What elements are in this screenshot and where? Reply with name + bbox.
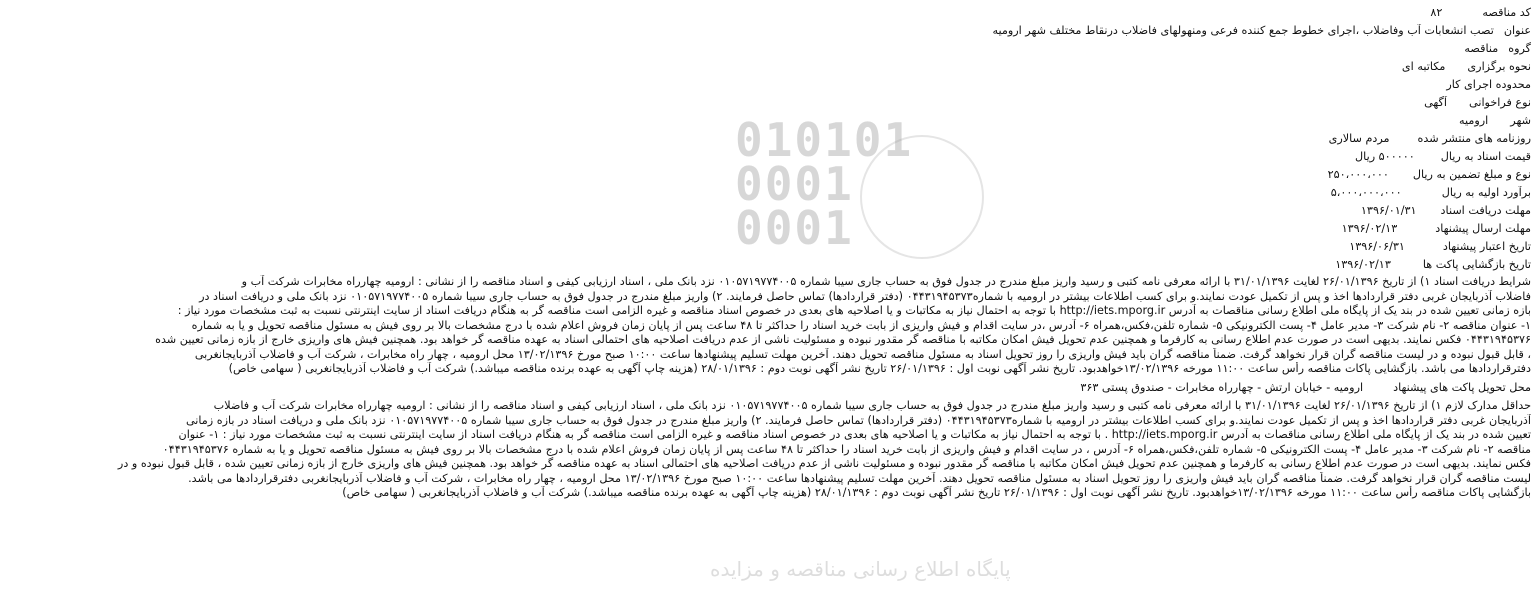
requirements-line: بازگشایی پاکات مناقصه رأس ساعت ۱۱:۰۰ مورخه ۱۳/۰۲/۱۳۹۶خواهدبود. تاریخ نشر آگهی نوبت اول : ۲۶/۰۱/۱۳۹۶ تاریخ نشر آگهی نوبت دوم : ۲۸/۰۱/۱۳۹۶ (هزینه چاپ آگهی به عهده برنده مناقصه میباشد.) شرکت آب و فاضلاب آذربایجانغربی ( سهامی خاص) (342, 486, 1531, 499)
field-label: تاریخ اعتبار پیشنهاد (1442, 240, 1531, 253)
field-value: ۲۵۰،۰۰۰،۰۰۰ (1327, 168, 1389, 181)
field-label: برآورد اولیه به ریال (1441, 186, 1531, 199)
field-value: ۱۳۹۶/۰۲/۱۳ (1341, 222, 1398, 235)
field-value: ارومیه (1459, 114, 1489, 127)
field-value: ۱۳۹۶/۰۶/۳۱ (1349, 240, 1405, 253)
field-scope (1436, 78, 1531, 93)
field-value: ۵۰۰۰۰۰ ریال (1355, 150, 1415, 163)
field-label: تاریخ بازگشایی پاکت ها (1422, 258, 1531, 271)
conditions-line: فاضلاب آذربایجان غربی دفتر قراردادها اخذ و پس از تکمیل عودت نمایند.و برای کسب اطلاعات بیشتر در ارومیه با شماره۰۴۴۳۱۹۴۵۳۷۳ (دفتر قراردادها) تماس حاصل فرمایند. ۲) واریز مبلغ مندرج در جدول فوق به حساب جاری سیبا شماره ۰۱۰۵۷۱۹۷۷۴۰۰۵ نزد بانک ملی و دریافت اسناد در (199, 289, 1531, 303)
field-label: قیمت اسناد به ریال (1440, 150, 1531, 163)
watermark-footer: پایگاه اطلاع رسانی مناقصه و مزایده (710, 557, 1011, 581)
field-label: کد مناقصه (1482, 6, 1531, 19)
field-title (992, 24, 1531, 39)
requirements-block (11, 399, 1531, 501)
conditions-line: بازه زمانی تعیین شده در بند یک از پایگاه ملی اطلاع رسانی مناقصات به آدرس http://iets.mporg.ir با توجه به احتمال نیاز به مکاتبات و یا اصلاحیه های بعدی در خصوص اسناد مناقصه و غیره الزامی است مناقصه گر به هنگام دریافت اسناد از سایت اینترنتی نسبت به ثبت مشخصات مورد نیاز : (177, 304, 1531, 317)
field-label: نحوه برگزاری (1467, 60, 1531, 73)
field-value: ۱۳۹۶/۰۲/۱۳ (1335, 258, 1391, 271)
conditions-line (11, 275, 1531, 290)
field-value: مردم سالاری (1328, 132, 1390, 145)
field-code (1430, 6, 1531, 21)
field-label: حداقل مدارک لازم (1445, 399, 1531, 412)
requirements-line: فکس نمایند. بدیهی است در صورت عدم اطلاع رسانی به کارفرما و همچنین عدم تحویل فیش امکان مکاتبه با مناقصه گر مقدور نبوده و مسئولیت ناشی از عدم دریافت اصلاحیه های احتمالی اسناد به عهده مناقصه گر خواهد بود. همچنین فیش های واریزی خارج از بازه زمانی تعیین شده ، قابل قبول نبوده و در (117, 457, 1531, 470)
requirements-line: تعیین شده در بند یک از پایگاه ملی اطلاع رسانی مناقصات به آدرس http://iets.mporg.ir . با توجه به احتمال نیاز به مکاتبات و یا اصلاحیه های بعدی در خصوص اسناد مناقصه و غیره الزامی است مناقصه گر به هنگام دریافت اسناد از سایت اینترنتی نسبت به ثبت مشخصات مورد نیاز : ۱- عنوان (178, 428, 1531, 441)
field-label: مهلت ارسال پیشنهاد (1435, 222, 1531, 235)
field-method (1402, 60, 1531, 75)
field-label: نوع فراخوانی (1469, 96, 1531, 109)
field-value: مکاتبه ای (1401, 60, 1446, 73)
requirements-line: مناقصه ۲- نام شرکت ۳- مدیر عامل ۴- پست الکترونیکی ۵- شماره تلفن،فکس،همراه ۶- آدرس ، در سایت اقدام و فیش واریزی از بابت خرید اسناد را حداکثر تا ۴۸ ساعت پس از پایان زمان فروش اعلام شده با درج مشخصات بالا بر روی فیش به مسئول مناقصه تحویل و یا به شماره ۰۴۴۳۱۹۴۵۳۷۶ (162, 442, 1531, 456)
field-value: ۸۲ (1430, 6, 1443, 19)
field-value: تصب انشعابات آب وفاضلاب ،اجرای خطوط جمع کننده فرعی ومنهولهای فاضلاب درنقاط مختلف شهر ارومیه (992, 24, 1494, 37)
field-group (1464, 42, 1531, 57)
field-doc-price (1355, 150, 1531, 165)
field-label: شرایط دریافت اسناد (1434, 275, 1531, 288)
conditions-block (11, 275, 1531, 377)
field-label: شهر (1510, 114, 1531, 127)
conditions-line: دفترقراردادها می باشد. بازگشایی پاکات مناقصه رأس ساعت ۱۱:۰۰ مورخه ۱۳/۰۲/۱۳۹۶خواهدبود. تاریخ نشر آگهی نوبت اول : ۲۶/۰۱/۱۳۹۶ تاریخ نشر آگهی نوبت دوم : ۲۸/۰۱/۱۳۹۶ (هزینه چاپ آگهی به عهده برنده مناقصه میباشد.) شرکت آب و فاضلاب آذربایجانغربی ( سهامی خاص) (228, 362, 1531, 375)
watermark-line: 010101 (735, 113, 914, 167)
field-label: گروه (1508, 42, 1531, 55)
watermark-line: 0001 (735, 201, 854, 255)
field-validity (1349, 240, 1531, 255)
field-doc-deadline (1361, 204, 1531, 219)
field-value: ۵،۰۰۰،۰۰۰،۰۰۰ (1330, 186, 1402, 199)
field-delivery (1080, 381, 1531, 396)
field-value: آگهی (1424, 96, 1447, 109)
field-city (1459, 114, 1531, 129)
field-guarantee (1328, 168, 1531, 183)
conditions-line: ، قابل قبول نبوده و در لیست مناقصه گران قرار نخواهد گرفت. ضمناً مناقصه گران باید فیش واریزی را روز تحویل اسناد به مسئول مناقصه تحویل دهند. آخرین مهلت تسلیم پیشنهادها ساعت ۱۰:۰۰ صبح مورخ ۱۳/۰۲/۱۳۹۶ محل ارومیه ، چهار راه مخابرات ، شرکت آب و فاضلاب آذربایجانغربی (194, 347, 1531, 361)
requirements-text: ۱) از تاریخ ۲۶/۰۱/۱۳۹۶ لغایت ۳۱/۰۱/۱۳۹۶ با ارائه معرفی نامه کتبی و رسید واریز مبلغ مندرج در جدول فوق به حساب جاری سیبا شماره ۰۱۰۵۷۱۹۷۷۴۰۰۵ نزد بانک ملی ، اسناد ارزیابی کیفی و اسناد مناقصه را از نشانی : ارومیه چهارراه مخابرات شرکت آب و فاضلاب (213, 399, 1442, 412)
watermark-line: 0001 (735, 157, 854, 211)
field-value: مناقصه (1464, 42, 1499, 55)
field-label: نوع و مبلغ تضمین به ریال (1412, 168, 1531, 181)
requirements-line: آذربایجان غربی دفتر قراردادها اخذ و پس از تکمیل عودت نمایند.و برای کسب اطلاعات بیشتر در ارومیه با شماره۰۴۴۳۱۹۴۵۳۷۳ (دفتر قراردادها) تماس حاصل فرمایند. ۲) واریز مبلغ مندرج در جدول فوق به حساب جاری سیبا شماره ۰۱۰۵۷۱۹۷۷۴۰۰۵ نزد بانک ملی و دریافت اسناد در بازه زمانی (185, 413, 1531, 427)
field-estimate (1331, 186, 1531, 201)
field-label: روزنامه های منتشر شده (1417, 132, 1531, 145)
conditions-line: ۱- عنوان مناقصه ۲- نام شرکت ۳- مدیر عامل ۴- پست الکترونیکی ۵- شماره تلفن،فکس،همراه ۶- آدرس ،در سایت اقدام و فیش واریزی از بابت خرید اسناد را حداکثر تا ۴۸ ساعت پس از پایان زمان فروش اعلام شده با درج مشخصات بالا بر روی فیش به مسئول مناقصه تحویل و یا به شماره (191, 318, 1531, 332)
field-opening (1335, 258, 1531, 273)
field-call-type (1424, 96, 1531, 111)
field-send-deadline (1342, 222, 1531, 237)
field-newspapers (1329, 132, 1531, 147)
watermark-seal (860, 135, 984, 259)
field-label: عنوان (1503, 24, 1531, 37)
field-label: محل تحویل پاکت های پیشنهاد (1393, 381, 1531, 394)
conditions-text: ۱) از تاریخ ۲۶/۰۱/۱۳۹۶ لغایت ۳۱/۰۱/۱۳۹۶ با ارائه معرفی نامه کتبی و رسید واریز مبلغ مندرج در جدول فوق به حساب جاری سیبا شماره ۰۱۰۵۷۱۹۷۷۴۰۰۵ نزد بانک ملی ، اسناد ارزیابی کیفی و اسناد مناقصه را از نشانی : ارومیه چهارراه مخابرات شرکت آب و (241, 275, 1431, 288)
field-value: ارومیه - خیابان ارتش - چهارراه مخابرات - صندوق پستی ۳۶۳ (1080, 381, 1364, 394)
requirements-line: لیست مناقصه گران قرار نخواهد گرفت. ضمناً مناقصه گران باید فیش واریزی را روز تحویل اسناد به مسئول مناقصه تحویل دهند. آخرین مهلت تسلیم پیشنهادها ساعت ۱۰:۰۰ صبح مورخ ۱۳/۰۲/۱۳۹۶ محل ارومیه ، چهار راه مخابرات ، شرکت آب و فاضلاب آذربایجانغربی دفترقراردادها می باشد. (188, 471, 1531, 485)
field-label: مهلت دریافت اسناد (1440, 204, 1531, 217)
field-label: محدوده اجرای کار (1446, 78, 1531, 91)
field-value: ۱۳۹۶/۰۱/۳۱ (1360, 204, 1417, 217)
conditions-line: ۰۴۴۳۱۹۴۵۳۷۶ فکس نمایند. بدیهی است در صورت عدم اطلاع رسانی به کارفرما و همچنین عدم تحویل فیش امکان مکاتبه با مناقصه گر مقدور نبوده و مسئولیت ناشی از عدم دریافت اصلاحیه های احتمالی اسناد به عهده مناقصه گر خواهد بود. همچنین فیش های واریزی خارج از بازه زمانی تعیین شده (155, 333, 1531, 346)
requirements-line (11, 399, 1531, 414)
